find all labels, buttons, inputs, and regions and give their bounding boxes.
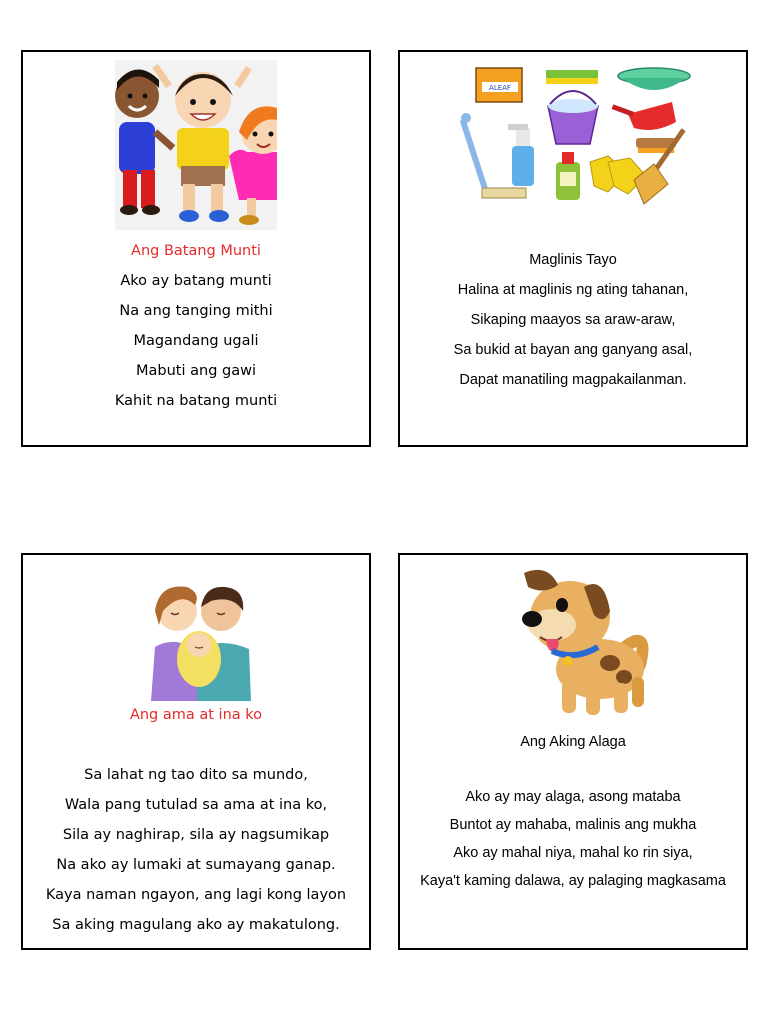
baby-figure <box>177 631 221 687</box>
sponge-icon <box>546 70 598 84</box>
poem-line: Kaya't kaming dalawa, ay palaging magkasama <box>420 873 726 889</box>
poem-line: Buntot ay mahaba, malinis ang mukha <box>449 817 697 833</box>
puppy-figure <box>522 570 644 715</box>
poem-title: Ang Aking Alaga <box>520 734 626 750</box>
poem-line: Sila ay naghirap, sila ay nagsumikap <box>62 827 330 843</box>
cleaner-bottle-icon <box>556 152 580 200</box>
poem-card-maglinis-tayo <box>398 50 748 447</box>
poem-ama-at-ina <box>23 765 369 945</box>
poem-line: Ako ay batang munti <box>120 273 272 289</box>
poem-card-ama-at-ina <box>21 553 371 950</box>
poem-title-block <box>400 732 746 752</box>
poem-line: Sa aking magulang ako ay makatulong. <box>52 917 340 933</box>
poem-line: Kaya naman ngayon, ang lagi kong layon <box>45 887 347 903</box>
girl-right-figure <box>229 106 277 225</box>
poem-line: Kahit na batang munti <box>114 393 278 409</box>
poem-card-aking-alaga <box>398 553 748 950</box>
poem-title: Ang Batang Munti <box>131 243 261 259</box>
puppy-dog-illustration <box>500 565 660 725</box>
spray-bottle-icon <box>508 124 534 186</box>
bucket-icon <box>548 91 598 144</box>
poem-line: Sa bukid at bayan ang ganyang asal, <box>453 342 693 358</box>
poem-title: Maglinis Tayo <box>529 252 617 268</box>
poem-maglinis-tayo <box>400 250 746 400</box>
poem-line: Ako ay mahal niya, mahal ko rin siya, <box>453 845 693 861</box>
children-dancing-illustration <box>115 60 277 230</box>
poem-line: Wala pang tutulad sa ama at ina ko, <box>64 797 328 813</box>
poem-line: Magandang ugali <box>133 333 259 349</box>
poem-line: Na ako ay lumaki at sumayang ganap. <box>56 857 336 873</box>
poem-line: Ako ay may alaga, asong mataba <box>465 789 681 805</box>
boy-left-figure <box>115 69 173 215</box>
poem-title: Ang ama at ina ko <box>129 707 263 723</box>
poem-title-block <box>23 705 369 725</box>
poem-line: Na ang tanging mithi <box>119 303 273 319</box>
basin-icon <box>618 68 690 90</box>
parents-with-baby-illustration <box>145 581 255 701</box>
poem-line: Halina at maglinis ng ating tahanan, <box>457 282 689 298</box>
poem-line: Sikaping maayos sa araw-araw, <box>470 312 676 328</box>
dustpan-icon <box>612 102 676 130</box>
poem-card-batang-munti <box>21 50 371 447</box>
detergent-box-icon <box>476 68 522 102</box>
poem-batang-munti <box>23 241 369 421</box>
poem-line: Sa lahat ng tao dito sa mundo, <box>84 767 308 783</box>
poem-line: Dapat manatiling magpakailanman. <box>459 372 687 388</box>
detergent-box-label: ALEAF <box>489 84 511 92</box>
poem-line: Mabuti ang gawi <box>136 363 256 379</box>
cleaning-supplies-illustration <box>458 62 694 207</box>
poem-aking-alaga <box>400 787 746 899</box>
